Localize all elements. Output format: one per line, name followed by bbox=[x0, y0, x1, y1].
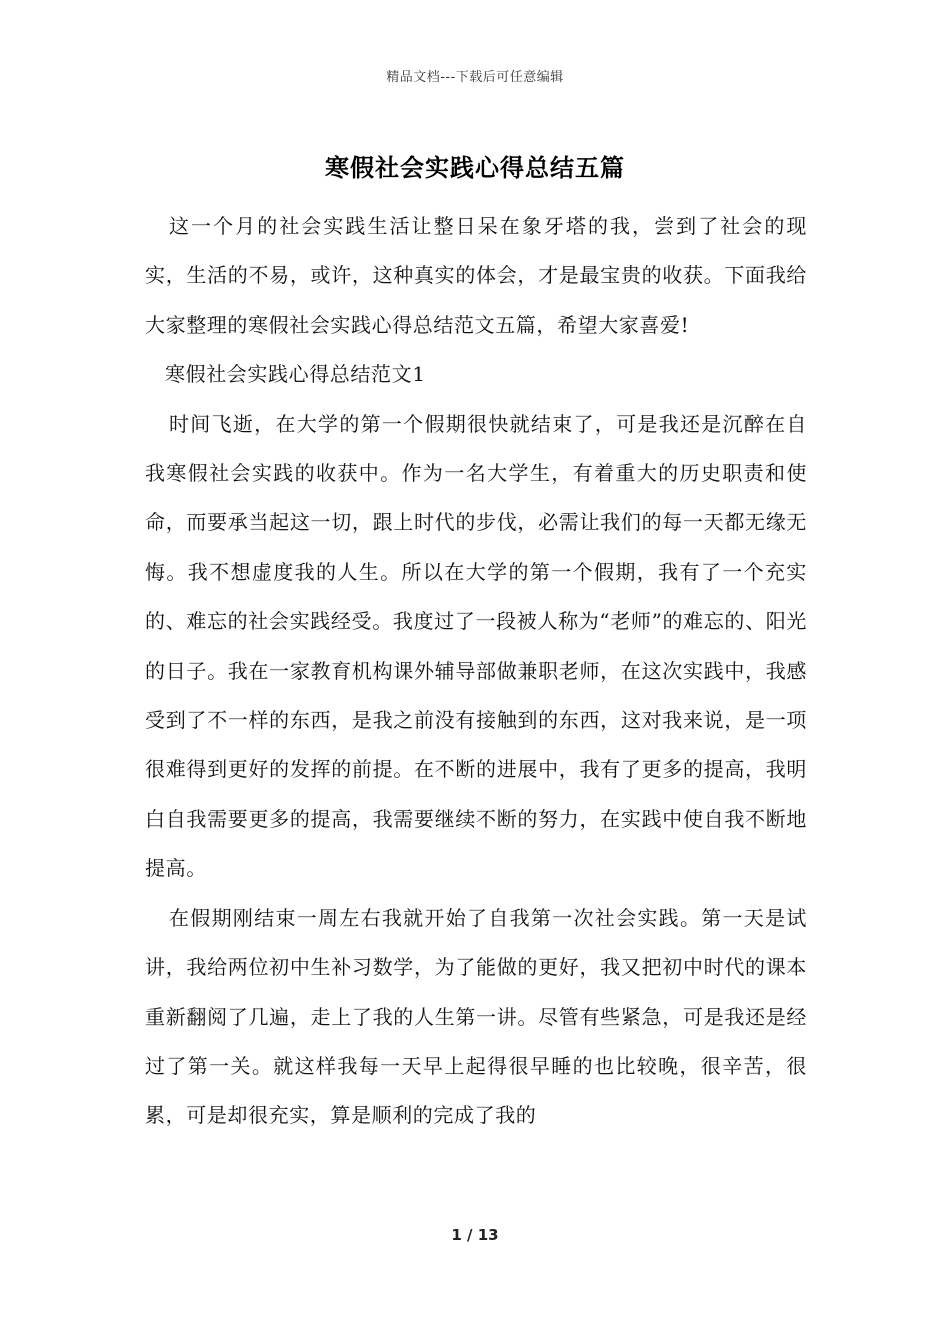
page-number: 1 / 13 bbox=[451, 1226, 499, 1244]
intro-paragraph: 这一个月的社会实践生活让整日呆在象牙塔的我，尝到了社会的现实，生活的不易，或许，这种真实的体会，才是最宝贵的收获。下面我给大家整理的寒假社会实践心得总结范文五篇，希望大家喜爱! bbox=[145, 214, 807, 337]
document-body bbox=[145, 202, 807, 1141]
section-heading: 寒假社会实践心得总结范文1 bbox=[165, 362, 426, 387]
body-paragraph: 在假期刚结束一周左右我就开始了自我第一次社会实践。第一天是试讲，我给两位初中生补习数学，为了能做的更好，我又把初中时代的课本重新翻阅了几遍，走上了我的人生第一讲。尽管有些紧急，可是我还是经过了第一关。就这样我每一天早上起得很早睡的也比较晚，很辛苦，很累，可是却很充实，算是顺利的完成了我的 bbox=[145, 905, 807, 1128]
page-header: 精品文档---下载后可任意编辑 bbox=[386, 70, 564, 85]
body-paragraph: 时间飞逝，在大学的第一个假期很快就结束了，可是我还是沉醉在自我寒假社会实践的收获中。作为一名大学生，有着重大的历史职责和使命，而要承当起这一切，跟上时代的步伐，必需让我们的每一天都无缘无悔。我不想虚度我的人生。所以在大学的第一个假期，我有了一个充实的、难忘的社会实践经受。我度过了一段被人称为“老师”的难忘的、阳光的日子。我在一家教育机构课外辅导部做兼职老师，在这次实践中，我感受到了不一样的东西，是我之前没有接触到的东西，这对我来说，是一项很难得到更好的发挥的前提。在不断的进展中，我有了更多的提高，我明白自我需要更多的提高，我需要继续不断的努力，在实践中使自我不断地提高。 bbox=[145, 411, 807, 881]
document-title: 寒假社会实践心得总结五篇 bbox=[325, 153, 625, 182]
